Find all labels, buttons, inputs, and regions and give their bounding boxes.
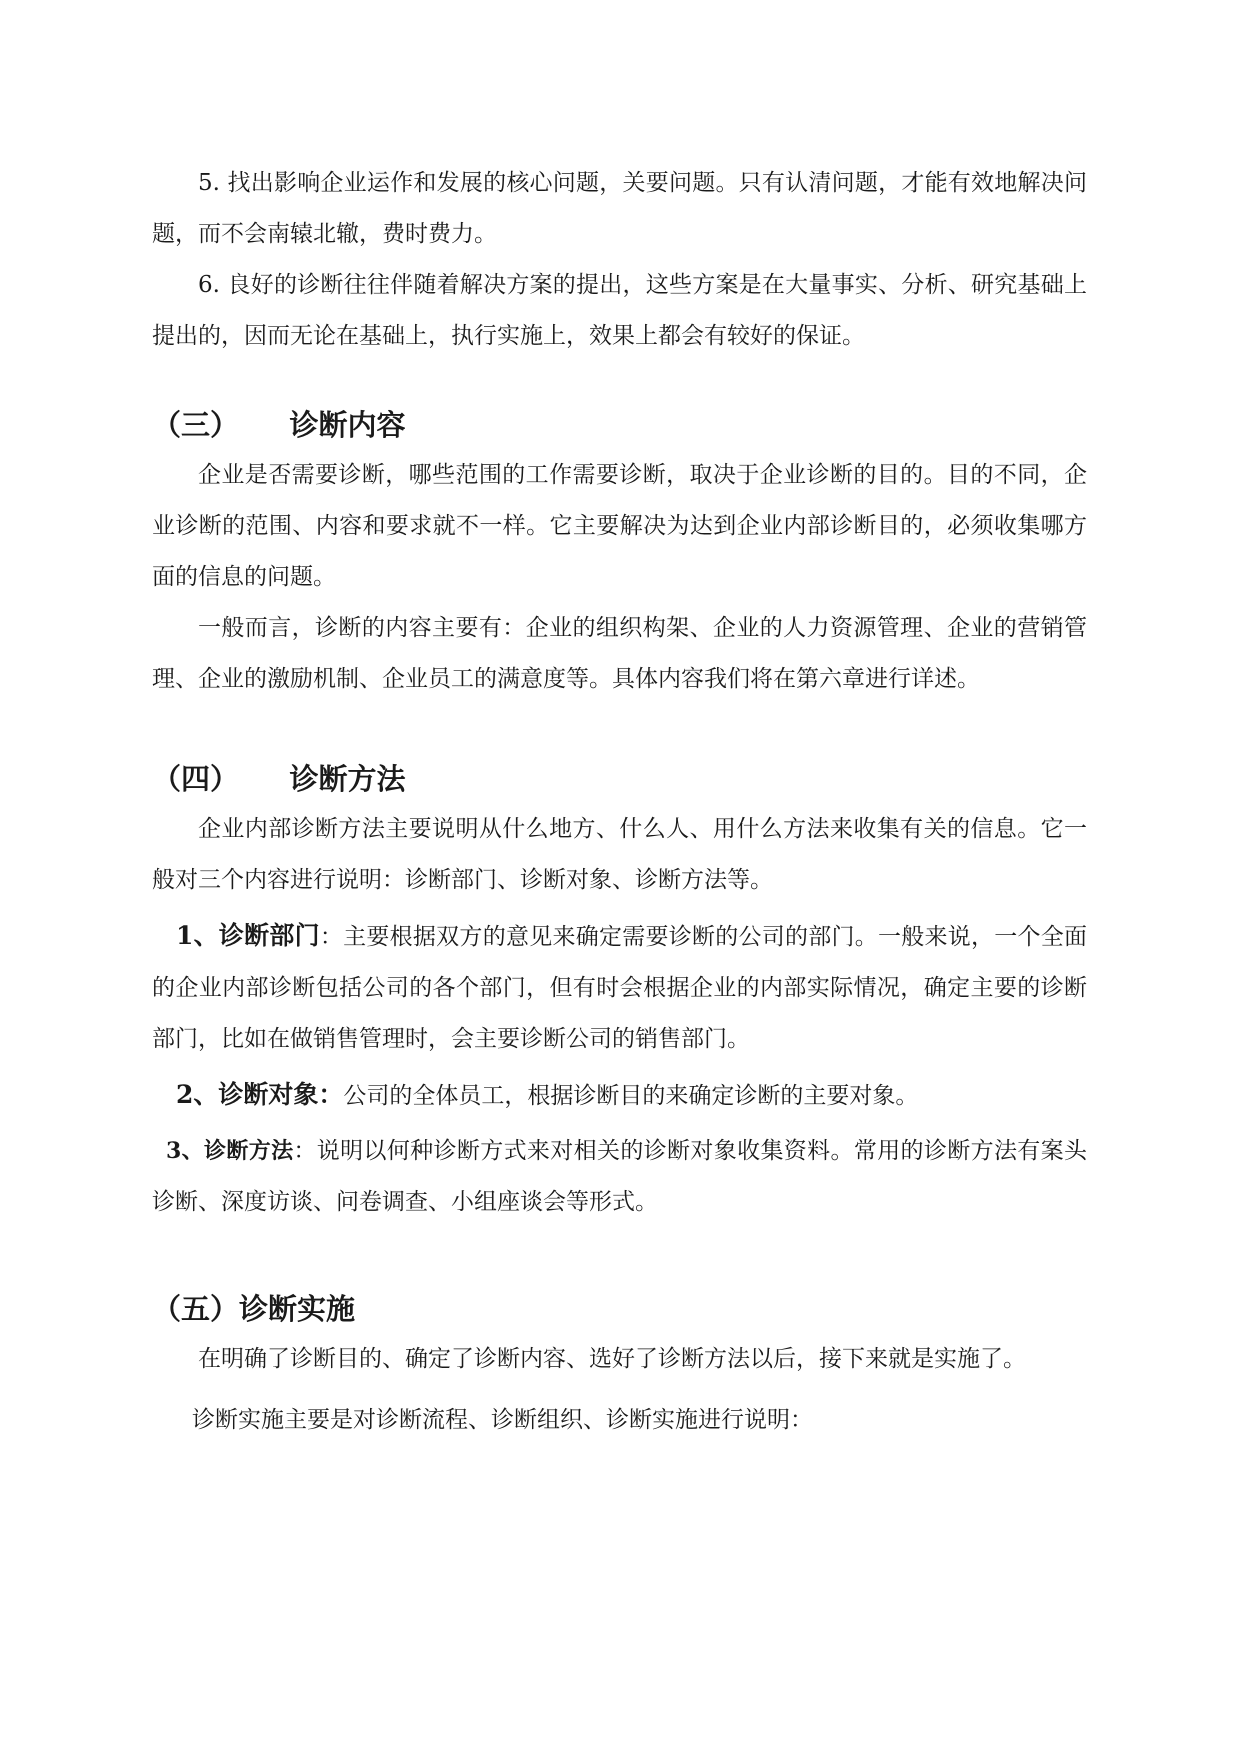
point-5-paragraph: 5. 找出影响企业运作和发展的核心问题，关要问题。只有认清问题，才能有效地解决问题，而不会南辕北辙，费时费力。 bbox=[152, 170, 1087, 247]
implementation-paragraph-2: 诊断实施主要是对诊断流程、诊断组织、诊断实施进行说明： bbox=[192, 1407, 813, 1433]
method-item-lead: 1、诊断部门 bbox=[176, 921, 320, 950]
method-intro-paragraph: 企业内部诊断方法主要说明从什么地方、什么人、用什么方法来收集有关的信息。它一般对三个内容进行说明：诊断部门、诊断对象、诊断方法等。 bbox=[152, 816, 1087, 893]
method-item-text: 公司的全体员工，根据诊断目的来确定诊断的主要对象。 bbox=[343, 1083, 919, 1109]
content-paragraph-2: 一般而言，诊断的内容主要有：企业的组织构架、企业的人力资源管理、企业的营销管理、企业的激励机制、企业员工的满意度等。具体内容我们将在第六章进行详述。 bbox=[152, 615, 1087, 692]
document-body bbox=[152, 158, 1087, 1446]
section-heading-method: （四） 诊断方法 bbox=[152, 762, 406, 796]
point-6-paragraph: 6. 良好的诊断往往伴随着解决方案的提出，这些方案是在大量事实、分析、研究基础上提出的，因而无论在基础上，执行实施上，效果上都会有较好的保证。 bbox=[152, 272, 1087, 349]
method-item-lead: 2、诊断对象： bbox=[176, 1080, 344, 1109]
method-item-lead: 3、诊断方法 bbox=[166, 1138, 294, 1164]
method-item-department bbox=[152, 910, 1087, 1065]
method-item-approach bbox=[152, 1126, 1087, 1228]
method-item-text: ：说明以何种诊断方式来对相关的诊断对象收集资料。常用的诊断方法有案头诊断、深度访谈、问卷调查、小组座谈会等形式。 bbox=[152, 1138, 1088, 1215]
section-heading-content: （三） 诊断内容 bbox=[152, 408, 406, 442]
method-item-target bbox=[152, 1069, 1087, 1122]
content-paragraph-1: 企业是否需要诊断，哪些范围的工作需要诊断，取决于企业诊断的目的。目的不同，企业诊断的范围、内容和要求就不一样。它主要解决为达到企业内部诊断目的，必须收集哪方面的信息的问题。 bbox=[152, 462, 1087, 590]
method-item-text: ：主要根据双方的意见来确定需要诊断的公司的部门。一般来说，一个全面的企业内部诊断包括公司的各个部门，但有时会根据企业的内部实际情况，确定主要的诊断部门，比如在做销售管理时，会主要诊断公司的销售部门。 bbox=[152, 924, 1088, 1052]
section-heading-implementation: （五）诊断实施 bbox=[152, 1292, 356, 1326]
implementation-paragraph-1: 在明确了诊断目的、确定了诊断内容、选好了诊断方法以后，接下来就是实施了。 bbox=[198, 1346, 1026, 1372]
